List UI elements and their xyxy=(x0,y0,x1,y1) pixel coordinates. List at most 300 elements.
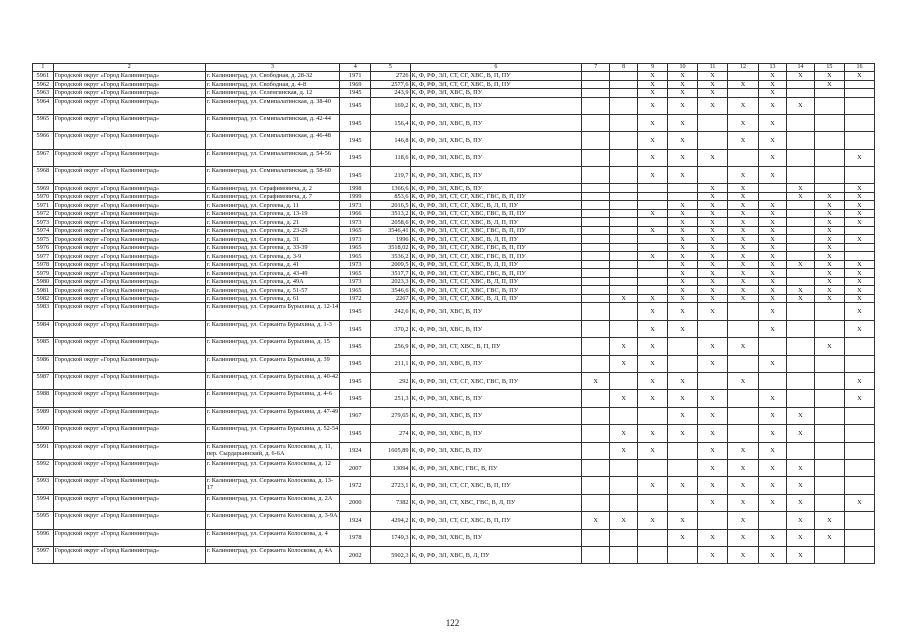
area-cell: 3546,6 xyxy=(371,286,410,295)
mark-col-11: X xyxy=(698,184,728,193)
services-cell: К, Ф, РФ, ЭЛ, ХВС, ГВС, В, ПУ xyxy=(410,459,582,476)
owner-cell: Городской округ «Город Калининград» xyxy=(53,286,205,295)
services-cell: К, Ф, РФ, ЭЛ, ХВС, В, ПУ xyxy=(410,184,582,193)
row-number: 5980 xyxy=(33,277,54,286)
area-cell: 2723,1 xyxy=(371,477,410,494)
table-row xyxy=(33,294,875,303)
row-number: 5983 xyxy=(33,303,54,320)
mark-col-16: X xyxy=(844,373,874,390)
table-row xyxy=(33,132,875,149)
mark-col-12: X xyxy=(728,546,759,563)
mark-col-14: X xyxy=(786,407,814,424)
column-number-header: 2 xyxy=(53,64,205,72)
mark-col-12: X xyxy=(728,114,759,131)
mark-col-16: X xyxy=(844,260,874,269)
mark-col-14: X xyxy=(786,286,814,295)
mark-col-14 xyxy=(786,209,814,218)
mark-col-10: X xyxy=(668,89,698,98)
column-number-header: 6 xyxy=(410,64,582,72)
mark-col-12: X xyxy=(728,252,759,261)
mark-col-13: X xyxy=(759,269,787,278)
mark-col-8 xyxy=(610,243,638,252)
mark-col-8 xyxy=(610,286,638,295)
mark-col-15: X xyxy=(814,209,844,218)
mark-col-14 xyxy=(786,149,814,166)
table-row xyxy=(33,269,875,278)
mark-col-13: X xyxy=(759,72,787,81)
mark-col-9: X xyxy=(638,97,668,114)
services-cell: К, Ф, РФ, ЭЛ, ХВС, В, ПУ xyxy=(410,149,582,166)
area-cell: 2726 xyxy=(371,72,410,81)
mark-col-8 xyxy=(610,459,638,476)
address-cell: г. Калининград, ул. Семипалатинская, д. 54-56 xyxy=(205,149,339,166)
row-number: 5962 xyxy=(33,80,54,89)
address-cell: г. Калининград, ул. Сержанта Бурыхина, д. 39 xyxy=(205,355,339,372)
owner-cell: Городской округ «Город Калининград» xyxy=(53,252,205,261)
mark-col-9 xyxy=(638,269,668,278)
mark-col-16 xyxy=(844,132,874,149)
year-cell: 1973 xyxy=(340,201,371,210)
year-cell: 1945 xyxy=(340,89,371,98)
mark-col-7 xyxy=(582,546,610,563)
owner-cell: Городской округ «Город Калининград» xyxy=(53,338,205,355)
mark-col-12: X xyxy=(728,294,759,303)
mark-col-8 xyxy=(610,132,638,149)
mark-col-8 xyxy=(610,184,638,193)
table-row xyxy=(33,407,875,424)
mark-col-16 xyxy=(844,97,874,114)
mark-col-14 xyxy=(786,235,814,244)
table-row xyxy=(33,218,875,227)
area-cell: 3517,7 xyxy=(371,269,410,278)
mark-col-15: X xyxy=(814,269,844,278)
table-row xyxy=(33,512,875,529)
mark-col-14 xyxy=(786,442,814,459)
address-cell: г. Калининград, ул. Сержанта Бурыхина, д. 1-3 xyxy=(205,320,339,337)
services-cell: К, Ф, РФ, ЭЛ, СТ, ХВС, В, П, ПУ xyxy=(410,338,582,355)
services-cell: К, Ф, РФ, ЭЛ, СТ, СГ, ХВС, ГВС, В, П, ПУ xyxy=(410,243,582,252)
address-cell: г. Калининград, ул. Свободная, д. 4-8 xyxy=(205,80,339,89)
mark-col-10: X xyxy=(668,72,698,81)
mark-col-13: X xyxy=(759,132,787,149)
mark-col-15: X xyxy=(814,192,844,201)
mark-col-11: X xyxy=(698,269,728,278)
registry-sheet xyxy=(32,63,875,564)
services-cell: К, Ф, РФ, ЭЛ, ХВС, В, ПУ xyxy=(410,320,582,337)
row-number: 5964 xyxy=(33,97,54,114)
address-cell: г. Калининград, ул. Сержанта Колоскова, д. 13-17 xyxy=(205,477,339,494)
mark-col-13: X xyxy=(759,277,787,286)
column-number-header: 12 xyxy=(728,64,759,72)
mark-col-7 xyxy=(582,252,610,261)
mark-col-7 xyxy=(582,494,610,511)
table-row xyxy=(33,201,875,210)
mark-col-10: X xyxy=(668,320,698,337)
mark-col-9: X xyxy=(638,89,668,98)
row-number: 5969 xyxy=(33,184,54,193)
mark-col-15: X xyxy=(814,294,844,303)
mark-col-14 xyxy=(786,277,814,286)
address-cell: г. Калининград, ул. Сержанта Колоскова, д. 3-9А xyxy=(205,512,339,529)
mark-col-15 xyxy=(814,97,844,114)
mark-col-9 xyxy=(638,184,668,193)
mark-col-7 xyxy=(582,442,610,459)
mark-col-16 xyxy=(844,114,874,131)
year-cell: 1998 xyxy=(340,184,371,193)
mark-col-15: X xyxy=(814,201,844,210)
mark-col-14 xyxy=(786,114,814,131)
mark-col-8 xyxy=(610,201,638,210)
address-cell: г. Калининград, ул. Сержанта Бурыхина, д. 4-6 xyxy=(205,390,339,407)
year-cell: 2007 xyxy=(340,459,371,476)
services-cell: К, Ф, РФ, ЭЛ, СТ, СГ, ХВС, В, П, ПУ xyxy=(410,477,582,494)
mark-col-12: X xyxy=(728,512,759,529)
mark-col-12: X xyxy=(728,277,759,286)
mark-col-11: X xyxy=(698,149,728,166)
mark-col-10: X xyxy=(668,260,698,269)
year-cell: 1945 xyxy=(340,355,371,372)
year-cell: 1967 xyxy=(340,407,371,424)
table-row xyxy=(33,252,875,261)
mark-col-15: X xyxy=(814,226,844,235)
address-cell: г. Калининград, ул. Сержанта Бурыхина, д. 15 xyxy=(205,338,339,355)
year-cell: 1945 xyxy=(340,114,371,131)
mark-col-9 xyxy=(638,218,668,227)
mark-col-15: X xyxy=(814,512,844,529)
mark-col-13: X xyxy=(759,226,787,235)
services-cell: К, Ф, РФ, ЭЛ, ХВС, В, ПУ xyxy=(410,355,582,372)
owner-cell: Городской округ «Город Калининград» xyxy=(53,390,205,407)
mark-col-15 xyxy=(814,149,844,166)
area-cell: 2267 xyxy=(371,294,410,303)
mark-col-16: X xyxy=(844,149,874,166)
mark-col-14 xyxy=(786,373,814,390)
area-cell: 3546,41 xyxy=(371,226,410,235)
mark-col-7 xyxy=(582,80,610,89)
mark-col-9 xyxy=(638,201,668,210)
mark-col-12: X xyxy=(728,338,759,355)
mark-col-15: X xyxy=(814,252,844,261)
mark-col-9: X xyxy=(638,512,668,529)
mark-col-8 xyxy=(610,218,638,227)
mark-col-9 xyxy=(638,260,668,269)
address-cell: г. Калининград, ул. Сергеева, д. 43-49 xyxy=(205,269,339,278)
mark-col-15: X xyxy=(814,72,844,81)
mark-col-14: X xyxy=(786,260,814,269)
mark-col-16: X xyxy=(844,235,874,244)
mark-col-10: X xyxy=(668,477,698,494)
mark-col-9: X xyxy=(638,320,668,337)
mark-col-15 xyxy=(814,407,844,424)
mark-col-9: X xyxy=(638,294,668,303)
mark-col-10: X xyxy=(668,277,698,286)
row-number: 5987 xyxy=(33,373,54,390)
mark-col-11: X xyxy=(698,355,728,372)
services-cell: К, Ф, РФ, ЭЛ, ХВС, В, ПУ xyxy=(410,97,582,114)
mark-col-16 xyxy=(844,512,874,529)
mark-col-13: X xyxy=(759,149,787,166)
mark-col-11: X xyxy=(698,407,728,424)
mark-col-9: X xyxy=(638,149,668,166)
year-cell: 1945 xyxy=(340,425,371,442)
year-cell: 1945 xyxy=(340,149,371,166)
mark-col-9 xyxy=(638,546,668,563)
table-row xyxy=(33,338,875,355)
services-cell: К, Ф, РФ, ЭЛ, ХВС, В, ПУ xyxy=(410,132,582,149)
mark-col-10: X xyxy=(668,132,698,149)
mark-col-13: X xyxy=(759,459,787,476)
mark-col-11: X xyxy=(698,192,728,201)
owner-cell: Городской округ «Город Калининград» xyxy=(53,512,205,529)
mark-col-11: X xyxy=(698,338,728,355)
mark-col-7 xyxy=(582,355,610,372)
mark-col-7 xyxy=(582,184,610,193)
row-number: 5970 xyxy=(33,192,54,201)
mark-col-10: X xyxy=(668,167,698,184)
owner-cell: Городской округ «Город Калининград» xyxy=(53,97,205,114)
mark-col-13: X xyxy=(759,260,787,269)
mark-col-8 xyxy=(610,494,638,511)
owner-cell: Городской округ «Город Калининград» xyxy=(53,89,205,98)
address-cell: г. Калининград, ул. Сержанта Бурыхина, д. 40-42 xyxy=(205,373,339,390)
mark-col-13: X xyxy=(759,494,787,511)
mark-col-12: X xyxy=(728,226,759,235)
year-cell: 1999 xyxy=(340,192,371,201)
mark-col-16: X xyxy=(844,494,874,511)
owner-cell: Городской округ «Город Калининград» xyxy=(53,407,205,424)
mark-col-16: X xyxy=(844,269,874,278)
table-row xyxy=(33,442,875,459)
services-cell: К, Ф, РФ, ЭЛ, ХВС, В, ПУ xyxy=(410,303,582,320)
mark-col-13: X xyxy=(759,477,787,494)
mark-col-9: X xyxy=(638,425,668,442)
address-cell: г. Калининград, ул. Сержанта Колоскова, д. 4А xyxy=(205,546,339,563)
mark-col-12: X xyxy=(728,218,759,227)
mark-col-12: X xyxy=(728,184,759,193)
mark-col-13: X xyxy=(759,303,787,320)
owner-cell: Городской округ «Город Калининград» xyxy=(53,546,205,563)
owner-cell: Городской округ «Город Калининград» xyxy=(53,425,205,442)
address-cell: г. Калининград, ул. Сергеева, д. 51-57 xyxy=(205,286,339,295)
year-cell: 2002 xyxy=(340,546,371,563)
mark-col-16: X xyxy=(844,192,874,201)
mark-col-13: X xyxy=(759,529,787,546)
mark-col-9: X xyxy=(638,132,668,149)
mark-col-14 xyxy=(786,390,814,407)
mark-col-11 xyxy=(698,512,728,529)
year-cell: 1978 xyxy=(340,529,371,546)
mark-col-16 xyxy=(844,407,874,424)
mark-col-14 xyxy=(786,303,814,320)
year-cell: 1973 xyxy=(340,277,371,286)
table-row xyxy=(33,192,875,201)
mark-col-15: X xyxy=(814,235,844,244)
owner-cell: Городской округ «Город Калининград» xyxy=(53,226,205,235)
row-number: 5992 xyxy=(33,459,54,476)
mark-col-7 xyxy=(582,277,610,286)
mark-col-9: X xyxy=(638,167,668,184)
mark-col-16: X xyxy=(844,72,874,81)
mark-col-13: X xyxy=(759,286,787,295)
year-cell: 1965 xyxy=(340,269,371,278)
mark-col-15 xyxy=(814,355,844,372)
mark-col-13: X xyxy=(759,235,787,244)
mark-col-7 xyxy=(582,132,610,149)
mark-col-14 xyxy=(786,252,814,261)
area-cell: 219,7 xyxy=(371,167,410,184)
mark-col-14: X xyxy=(786,294,814,303)
mark-col-9: X xyxy=(638,114,668,131)
mark-col-10 xyxy=(668,494,698,511)
owner-cell: Городской округ «Город Калининград» xyxy=(53,243,205,252)
mark-col-11: X xyxy=(698,459,728,476)
area-cell: 2016,5 xyxy=(371,201,410,210)
mark-col-13 xyxy=(759,373,787,390)
mark-col-10: X xyxy=(668,218,698,227)
year-cell: 1945 xyxy=(340,167,371,184)
column-number-header: 16 xyxy=(844,64,874,72)
mark-col-15 xyxy=(814,459,844,476)
mark-col-14: X xyxy=(786,494,814,511)
mark-col-15 xyxy=(814,89,844,98)
services-cell: К, Ф, РФ, ЭЛ, СТ, СГ, ХВС, В, П, ПУ xyxy=(410,72,582,81)
mark-col-9: X xyxy=(638,373,668,390)
address-cell: г. Калининград, ул. Семипалатинская, д. 58-60 xyxy=(205,167,339,184)
mark-col-15: X xyxy=(814,529,844,546)
area-cell: 242,6 xyxy=(371,303,410,320)
mark-col-7 xyxy=(582,529,610,546)
mark-col-7 xyxy=(582,390,610,407)
mark-col-12 xyxy=(728,390,759,407)
mark-col-12: X xyxy=(728,442,759,459)
table-row xyxy=(33,286,875,295)
mark-col-11: X xyxy=(698,442,728,459)
table-row xyxy=(33,114,875,131)
area-cell: 5902,3 xyxy=(371,546,410,563)
area-cell: 146,8 xyxy=(371,132,410,149)
year-cell: 1971 xyxy=(340,72,371,81)
owner-cell: Городской округ «Город Калининград» xyxy=(53,201,205,210)
table-row xyxy=(33,243,875,252)
mark-col-8 xyxy=(610,167,638,184)
mark-col-14: X xyxy=(786,184,814,193)
mark-col-15: X xyxy=(814,218,844,227)
year-cell: 1965 xyxy=(340,226,371,235)
table-row xyxy=(33,303,875,320)
mark-col-8 xyxy=(610,303,638,320)
mark-col-10: X xyxy=(668,243,698,252)
area-cell: 3536,2 xyxy=(371,252,410,261)
area-cell: 279,65 xyxy=(371,407,410,424)
mark-col-14 xyxy=(786,320,814,337)
owner-cell: Городской округ «Город Калининград» xyxy=(53,192,205,201)
row-number: 5988 xyxy=(33,390,54,407)
row-number: 5982 xyxy=(33,294,54,303)
row-number: 5971 xyxy=(33,201,54,210)
mark-col-10: X xyxy=(668,286,698,295)
mark-col-7 xyxy=(582,320,610,337)
mark-col-9: X xyxy=(638,390,668,407)
mark-col-8 xyxy=(610,252,638,261)
mark-col-13: X xyxy=(759,425,787,442)
mark-col-7 xyxy=(582,192,610,201)
area-cell: 2058,6 xyxy=(371,218,410,227)
column-number-header: 11 xyxy=(698,64,728,72)
area-cell: 370,2 xyxy=(371,320,410,337)
area-cell: 2023,3 xyxy=(371,277,410,286)
mark-col-16 xyxy=(844,546,874,563)
mark-col-16: X xyxy=(844,201,874,210)
table-body xyxy=(33,64,875,564)
mark-col-14 xyxy=(786,89,814,98)
row-number: 5977 xyxy=(33,252,54,261)
mark-col-10 xyxy=(668,442,698,459)
services-cell: К, Ф, РФ, ЭЛ, ХВС, В, ПУ xyxy=(410,407,582,424)
mark-col-7 xyxy=(582,201,610,210)
mark-col-10: X xyxy=(668,80,698,89)
mark-col-14 xyxy=(786,201,814,210)
mark-col-10 xyxy=(668,355,698,372)
services-cell: К, Ф, РФ, ЭЛ, ХВС, В, ПУ xyxy=(410,390,582,407)
services-cell: К, Ф, РФ, ЭЛ, СТ, ХВС, ГВС, В, Л, ПУ xyxy=(410,494,582,511)
row-number: 5997 xyxy=(33,546,54,563)
mark-col-15 xyxy=(814,303,844,320)
mark-col-14 xyxy=(786,132,814,149)
row-number: 5984 xyxy=(33,320,54,337)
mark-col-9 xyxy=(638,459,668,476)
mark-col-11: X xyxy=(698,390,728,407)
table-row xyxy=(33,226,875,235)
mark-col-8 xyxy=(610,477,638,494)
mark-col-16: X xyxy=(844,218,874,227)
mark-col-9: X xyxy=(638,72,668,81)
mark-col-7 xyxy=(582,72,610,81)
address-cell: г. Калининград, ул. Сержанта Колоскова, д. 12 xyxy=(205,459,339,476)
mark-col-9: X xyxy=(638,442,668,459)
mark-col-9: X xyxy=(638,226,668,235)
owner-cell: Городской округ «Город Калининград» xyxy=(53,494,205,511)
column-number-header: 10 xyxy=(668,64,698,72)
mark-col-7 xyxy=(582,269,610,278)
year-cell: 1966 xyxy=(340,209,371,218)
row-number: 5975 xyxy=(33,235,54,244)
mark-col-15: X xyxy=(814,277,844,286)
address-cell: г. Калининград, ул. Сергеева, д. 49А xyxy=(205,277,339,286)
mark-col-15 xyxy=(814,442,844,459)
mark-col-7 xyxy=(582,407,610,424)
mark-col-7 xyxy=(582,260,610,269)
mark-col-13: X xyxy=(759,320,787,337)
column-number-header: 14 xyxy=(786,64,814,72)
services-cell: К, Ф, РФ, ЭЛ, ХВС, В, ПУ xyxy=(410,442,582,459)
mark-col-9: X xyxy=(638,355,668,372)
owner-cell: Городской округ «Город Калининград» xyxy=(53,167,205,184)
area-cell: 243,9 xyxy=(371,89,410,98)
owner-cell: Городской округ «Город Калининград» xyxy=(53,477,205,494)
mark-col-14 xyxy=(786,80,814,89)
mark-col-8 xyxy=(610,72,638,81)
mark-col-7 xyxy=(582,167,610,184)
services-cell: К, Ф, РФ, ЭЛ, СТ, СГ, ХВС, ГВС, В, П, ПУ xyxy=(410,252,582,261)
mark-col-15 xyxy=(814,373,844,390)
address-cell: г. Калининград, ул. Сергеева, д. 61 xyxy=(205,294,339,303)
table-row xyxy=(33,235,875,244)
mark-col-16 xyxy=(844,80,874,89)
row-number: 5989 xyxy=(33,407,54,424)
mark-col-13: X xyxy=(759,252,787,261)
table-row xyxy=(33,425,875,442)
mark-col-13: X xyxy=(759,355,787,372)
